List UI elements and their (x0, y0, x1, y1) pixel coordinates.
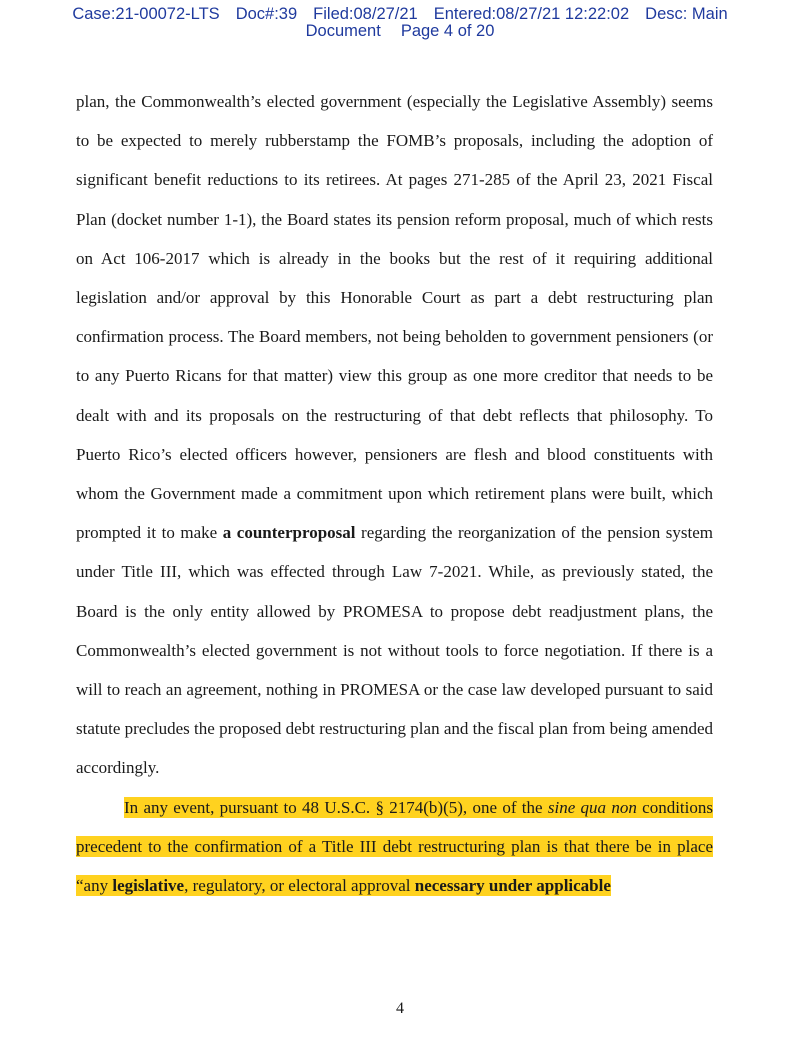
paragraph-1-text-a: plan, the Commonwealth’s elected government (especially the Legislative Assembly) seems to be expected to merely rubberstamp the FOMB’s proposals, including the adoption of significant benefit reductions to its retirees. At pages 271-285 of the April 23, 2021 Fiscal Plan (docket number 1-1), the Board states its pension reform proposal, much of which rests on Act 106-2017 which is already in the books but the rest of it requiring additional legislation and/or approval by this Honorable Court as part a debt restructuring plan confirmation process. The Board members, not being beholden to government pensioners (or to any Puerto Ricans for that matter) view this group as one more creditor that needs to be dealt with and its proposals on the restructuring of that debt reflects that philosophy. To Puerto Rico’s elected officers however, pensioners are flesh and blood constituents with whom the Government made a commitment upon which retirement plans were built, which prompted it to make (76, 92, 713, 543)
paragraph-2-text-b: conditions precedent to the confirmation of a Title III debt restructuring plan is that there be in place “any (76, 797, 713, 896)
paragraph-1-bold-a: a counterproposal (222, 523, 356, 543)
document-body (76, 82, 713, 905)
ecf-header (0, 6, 800, 40)
paragraph-1 (76, 82, 713, 788)
highlighted-passage (76, 797, 713, 896)
page-number: 4 (396, 1000, 404, 1017)
document-label: Document (305, 22, 381, 40)
entered-date: Entered:08/27/21 12:22:02 (433, 5, 630, 23)
ecf-header-line-1 (0, 6, 800, 23)
paragraph-2-text-c: , regulatory, or electoral approval (184, 876, 415, 896)
description: Desc: Main (645, 5, 728, 23)
paragraph-1-text-b: regarding the reorganization of the pension system under Title III, which was effected through Law 7-2021. While, as previously stated, the Board is the only entity allowed by PROMESA to propose debt readjustment plans, the Commonwealth’s elected government is not without tools to force negotiation. If there is a will to reach an agreement, nothing in PROMESA or the case law developed pursuant to said statute precludes the proposed debt restructuring plan and the fiscal plan from being amended accordingly. (76, 523, 714, 778)
page-count: Page 4 of 20 (400, 22, 495, 40)
paragraph-2-italic-a: sine qua non (547, 797, 637, 817)
filed-date: Filed:08/27/21 (313, 5, 418, 23)
paragraph-2-text-a: In any event, pursuant to 48 U.S.C. § 2174(b)(5), one of the (124, 797, 548, 817)
doc-number: Doc#:39 (235, 5, 298, 23)
paragraph-2-bold-b: necessary under applicable (414, 876, 611, 896)
ecf-header-line-2 (0, 23, 800, 40)
case-number: Case:21-00072-LTS (72, 5, 220, 23)
paragraph-2-bold-a: legislative (112, 876, 185, 896)
paragraph-2 (76, 788, 713, 906)
